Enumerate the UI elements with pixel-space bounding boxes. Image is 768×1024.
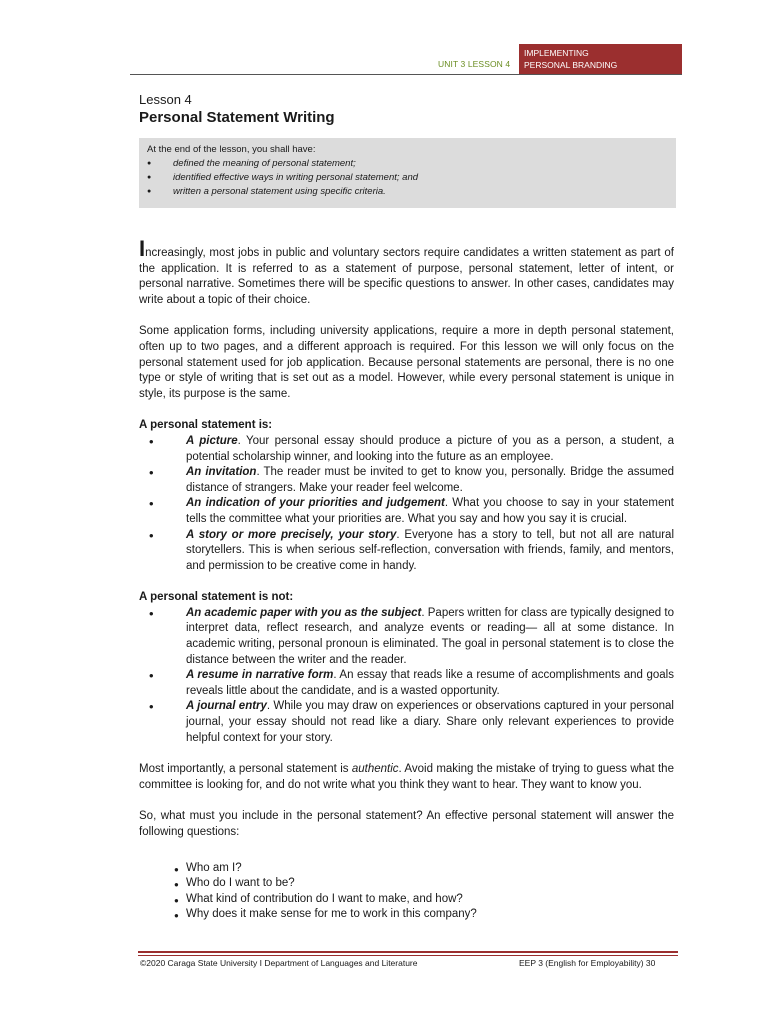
paragraph-intro-text: ncreasingly, most jobs in public and voluntary sectors require candidates a written statement as part of the application. It is referred to as a statement of purpose, personal statement, letter of intent, or personal narrative. Sometimes there will be specific questions to answer. In other cases, candidates may write about a topic of their choice. (139, 247, 674, 306)
is-item-term: A story or more precisely, your story (186, 528, 397, 541)
objectives-intro: At the end of the lesson, you shall have: (147, 144, 316, 155)
is-list (139, 434, 674, 574)
paragraph-authentic (139, 762, 674, 793)
is-not-item-term: A resume in narrative form (186, 669, 334, 682)
questions-list (139, 861, 674, 923)
footer-divider-thick (138, 951, 678, 953)
drop-cap: I (139, 236, 146, 261)
is-item (139, 496, 674, 527)
is-item-text: . Everyone has a story to tell, but not all are natural storytellers. This is when serious self-reflection, conversation with friends, family, and mentors, and permission to be creative come in handy. (186, 528, 674, 572)
is-item (139, 528, 674, 575)
is-not-item (139, 699, 674, 746)
footer-page-info: EEP 3 (English for Employability) 30 (519, 958, 656, 968)
authentic-emphasis: authentic (351, 763, 399, 776)
is-not-item (139, 668, 674, 699)
is-item-text: . The reader must be invited to get to know you, personally. Bridge the assumed distance of strangers. Make your reader feel welcome. (186, 466, 674, 494)
is-heading: A personal statement is: (139, 419, 273, 432)
lesson-body (139, 236, 675, 923)
header-unit-label: UNIT 3 LESSON 4 (438, 59, 511, 69)
paragraph-questions-intro: So, what must you include in the personal statement? An effective personal statement will answer the following questions: (139, 810, 674, 838)
paragraph-application-forms: Some application forms, including university applications, require a more in depth personal statement, often up to two pages, and a different approach is required. For this lesson we will only focus on the personal statement used for job application. Because personal statements are personal, there is no one type or style of writing that is set out as a model. However, while every personal statement is unique in style, its purpose is the same. (139, 325, 674, 400)
is-not-item (139, 606, 674, 668)
is-item-text: . Your personal essay should produce a picture of you as a person, a student, a potential scholarship winner, and looking into the future as an employee. (186, 434, 675, 463)
is-item (139, 465, 674, 496)
question-item: ● Who am I? (139, 861, 674, 877)
question-item: ● Why does it make sense for me to work in this company? (139, 907, 674, 923)
header-divider (130, 74, 682, 75)
is-not-item-text: . An essay that reads like a resume of accomplishments and goals reveals little about the candidate, and is a wasted opportunity. (186, 669, 674, 697)
is-item-term: An indication of your priorities and judgement (186, 497, 445, 510)
header-box-line2: PERSONAL BRANDING (524, 60, 618, 70)
is-not-heading: A personal statement is not: (139, 591, 294, 604)
is-not-item-term: A journal entry (186, 700, 267, 713)
objectives-box (139, 138, 676, 208)
is-item-term: A picture (186, 434, 238, 447)
question-item: ● Who do I want to be? (139, 876, 674, 892)
is-item-text: . What you choose to say in your statement tells the committee what your priorities are. What you say and how you say it is crucial. (186, 497, 674, 525)
footer-divider-thin (138, 955, 678, 956)
objective-item: ● written a personal statement using specific criteria. (147, 185, 668, 199)
is-item (139, 434, 674, 465)
paragraph-authentic-start: Most importantly, a personal statement is (139, 763, 352, 776)
is-item-term: An invitation (186, 466, 257, 479)
is-not-list (139, 606, 674, 746)
header-section-box (519, 44, 682, 75)
question-item: ● What kind of contribution do I want to make, and how? (139, 892, 674, 908)
lesson-title: Personal Statement Writing (139, 109, 335, 126)
objectives-list (147, 157, 668, 199)
footer-copyright: ©2020 Caraga State University I Department of Languages and Literature (140, 958, 418, 968)
is-not-item-text: . Papers written for class are typically designed to interpret data, reflect research, and analyze events or reading— all at some distance. In academic writing, personal pronoun is eliminated. The goal in personal statement is to close the distance between the writer and the reader. (186, 606, 674, 666)
paragraph-intro (139, 236, 674, 308)
is-not-item-term: An academic paper with you as the subject (186, 606, 422, 619)
paragraph-authentic-end: . Avoid making the mistake of trying to guess what the committee is looking for, and do not write what you think they want to hear. They want to know you. (139, 763, 674, 791)
objective-item: ● defined the meaning of personal statement; (147, 157, 668, 171)
is-not-item-text: . While you may draw on experiences or observations captured in your personal journal, your essay should not read like a diary. Share only relevant experiences to provide helpful context for your story. (186, 700, 674, 744)
header-box-line1: IMPLEMENTING (524, 48, 589, 58)
objective-item: ● identified effective ways in writing personal statement; and (147, 171, 668, 185)
lesson-number: Lesson 4 (139, 92, 192, 107)
